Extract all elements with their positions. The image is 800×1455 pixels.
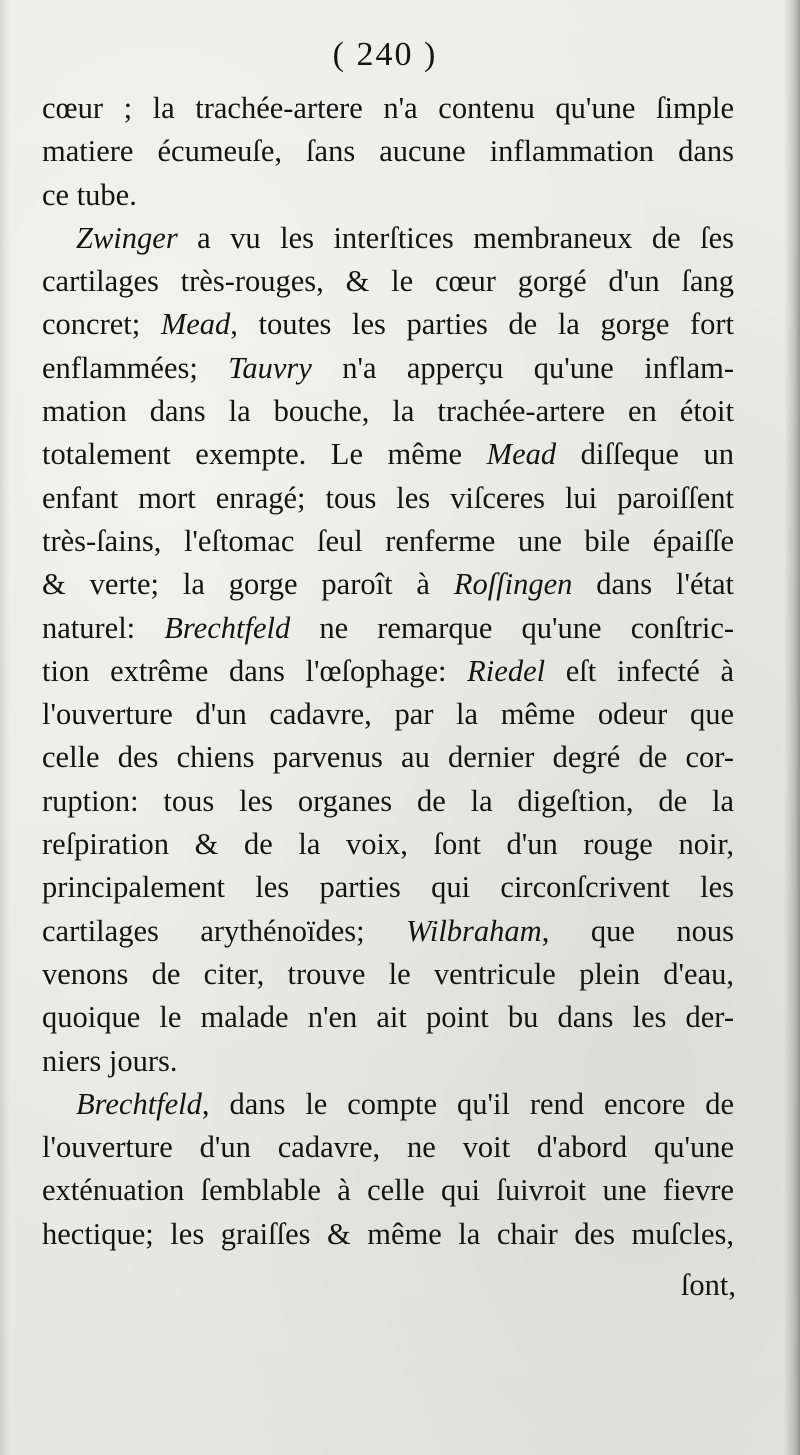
italic-name: Zwinger <box>76 220 178 255</box>
text-line <box>42 347 734 390</box>
text-line: matiere écumeuſe, ſans aucune inflammation dans <box>42 134 734 169</box>
italic-name: Riedel <box>467 653 546 688</box>
italic-name: Brechtfeld <box>164 610 291 645</box>
text-run: eſt infecté à <box>545 653 734 688</box>
text-line <box>42 607 734 650</box>
italic-name: Mead <box>486 437 557 472</box>
text-run: concret; <box>42 307 161 342</box>
italic-name: Roſſingen <box>453 567 573 602</box>
text-run: diſſeque un <box>556 437 735 472</box>
text-line: celle des chiens parvenus au dernier degré de cor- <box>42 740 734 775</box>
italic-name: Wilbraham <box>406 913 542 948</box>
text-line <box>42 910 734 953</box>
text-line <box>42 303 734 346</box>
text-run: , toutes les parties de la gorge fort <box>230 307 735 342</box>
page-gutter-shadow <box>0 0 10 1455</box>
text-line: reſpiration & de la voix, ſont d'un rouge noir, <box>42 827 734 862</box>
catchword: ſont, <box>680 1268 736 1302</box>
page-edge-shadow <box>784 0 800 1455</box>
text-run: n'a apperçu qu'une inflam- <box>311 350 734 385</box>
text-line: l'ouverture d'un cadavre, par la même odeur que <box>42 697 734 732</box>
text-line <box>42 563 734 606</box>
text-run: totalement exempte. Le même <box>42 437 487 472</box>
text-run: & verte; la gorge paroît à <box>42 567 454 602</box>
text-line: exténuation ſemblable à celle qui ſuivroit une fievre <box>42 1173 734 1208</box>
text-line <box>42 650 734 693</box>
text-run: a vu les interſtices membraneux de ſes <box>177 220 734 255</box>
text-line: quoique le malade n'en ait point bu dans les der- <box>42 1000 734 1035</box>
text-line <box>42 1083 734 1126</box>
text-line <box>42 433 734 476</box>
text-line: très-ſains, l'eſtomac ſeul renferme une bile épaiſſe <box>42 523 734 558</box>
text-line <box>42 217 734 260</box>
text-line: ruption: tous les organes de la digeſtion, de la <box>42 783 734 818</box>
text-line: ce tube. <box>42 177 137 212</box>
text-run: ne remarque qu'une conſtric- <box>290 610 735 645</box>
text-line: l'ouverture d'un cadavre, ne voit d'abord qu'une <box>42 1130 734 1165</box>
body-text <box>42 87 734 1256</box>
text-run: tion extrême dans l'œſophage: <box>42 653 468 688</box>
text-run: , dans le compte qu'il rend encore de <box>201 1086 734 1121</box>
text-line: hectique; les graiſſes & même la chair des muſcles, <box>42 1216 734 1251</box>
text-run: naturel: <box>42 610 165 645</box>
italic-name: Brechtfeld <box>76 1086 202 1121</box>
text-line: cœur ; la trachée-artere n'a contenu qu'une ſimple <box>42 91 734 125</box>
text-line: mation dans la bouche, la trachée-artere en étoit <box>42 394 734 429</box>
text-line: cartilages très-rouges, & le cœur gorgé d'un ſang <box>42 264 734 299</box>
text-line: principalement les parties qui circonſcrivent les <box>42 870 734 905</box>
text-run: enflammées; <box>42 350 229 385</box>
italic-name: Mead <box>160 307 231 342</box>
text-run: dans l'état <box>572 567 734 602</box>
italic-name: Tauvry <box>228 350 312 385</box>
text-line: niers jours. <box>42 1043 178 1078</box>
text-run: cartilages arythénoïdes; <box>42 913 407 948</box>
text-line: venons de citer, trouve le ventricule plein d'eau, <box>42 956 734 991</box>
text-line: enfant mort enragé; tous les viſceres lui paroiſſent <box>42 480 734 515</box>
text-run: , que nous <box>541 913 734 948</box>
page-number: ( 240 ) <box>332 36 438 73</box>
